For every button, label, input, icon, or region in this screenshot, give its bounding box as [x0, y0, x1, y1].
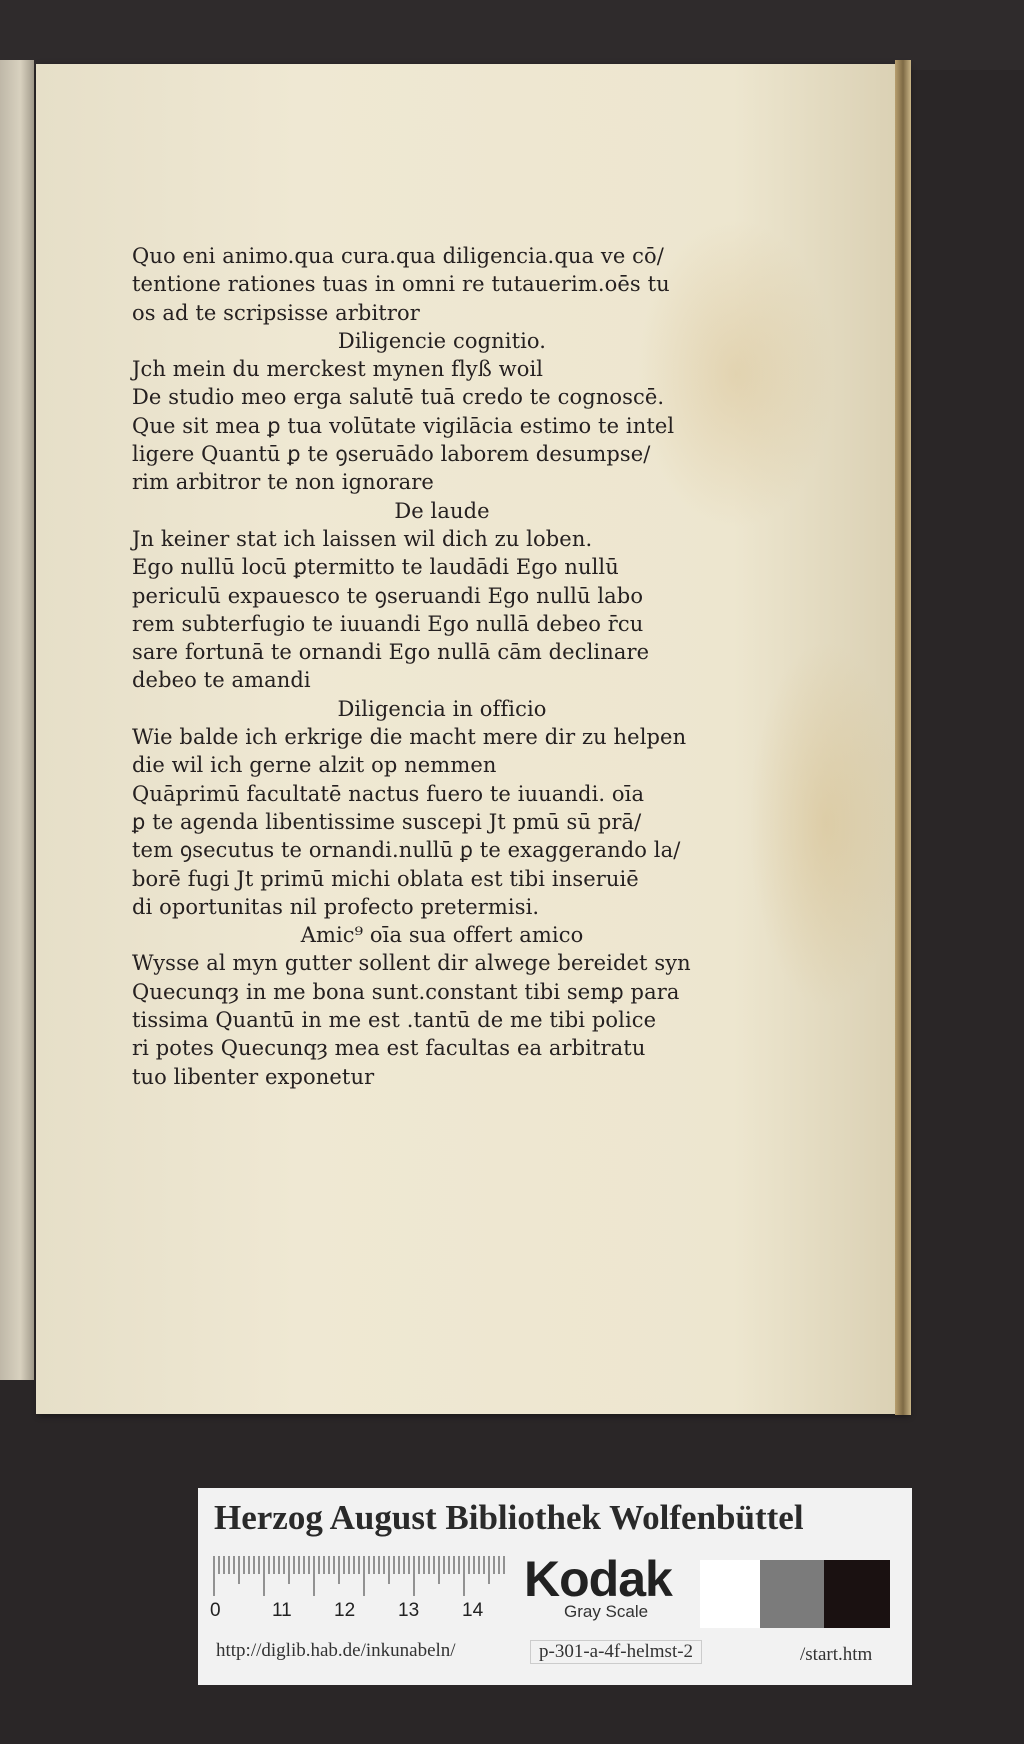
- text-line: De studio meo erga salutē tuā credo te cognoscē.: [132, 385, 665, 410]
- text-line: tentione rationes tuas in omni re tutauerim.oēs tu: [132, 272, 670, 297]
- url-shelfmark: p-301-a-4f-helmst-2: [530, 1640, 702, 1664]
- text-line: os ad te scripsisse arbitror: [132, 300, 420, 325]
- kodak-logo: Kodak: [524, 1551, 672, 1607]
- text-line: di oportunitas nil profecto pretermisi.: [132, 894, 540, 919]
- text-line: sare fortunā te ornandi Ego nullā cām declinare: [132, 640, 650, 665]
- url-base: http://diglib.hab.de/inkunabeln/: [216, 1640, 456, 1661]
- text-line: rim arbitror te non ignorare: [132, 470, 434, 495]
- text-line: Jn keiner stat ich laissen wil dich zu loben.: [132, 526, 593, 551]
- ruler-number: 0: [210, 1600, 221, 1621]
- scale-ruler: [210, 1554, 508, 1621]
- text-line: tuo libenter exponetur: [132, 1064, 375, 1089]
- gray-scale-label: Gray Scale: [564, 1602, 649, 1621]
- text-line: Amic⁹ oīa sua offert amico: [300, 923, 584, 948]
- gray-swatch-mid: [760, 1560, 824, 1628]
- library-title: Herzog August Bibliothek Wolfenbüttel: [214, 1498, 804, 1537]
- gray-swatch-white: [700, 1560, 760, 1628]
- text-line: ligere Quantū ꝑ te ꝯseruādo laborem desumpse/: [132, 442, 651, 467]
- text-line: ri potes Quecunqȝ mea est facultas ea arbitratu: [132, 1036, 646, 1061]
- text-line: rem subterfugio te iuuandi Ego nullā debeo r̄cu: [132, 611, 644, 636]
- text-line: Wie balde ich erkrige die macht mere dir zu helpen: [132, 725, 687, 750]
- text-line: borē fugi Jt primū michi oblata est tibi inseruiē: [132, 866, 639, 891]
- text-line: Quo eni animo.qua cura.qua diligencia.qua ve cō/: [132, 244, 664, 268]
- text-line: Diligencie cognitio.: [337, 328, 547, 353]
- ruler-number: 12: [334, 1600, 356, 1621]
- text-line: ꝑ te agenda libentissime suscepi Jt pmū sū prā/: [132, 809, 642, 834]
- ruler-number: 11: [272, 1600, 292, 1621]
- ruler-ticks: [212, 1554, 508, 1598]
- text-line: Wysse al myn gutter sollent dir alwege bereidet syn: [132, 951, 691, 976]
- text-line: Quāprimū facultatē nactus fuero te iuuandi. oīa: [132, 781, 645, 806]
- text-line: debeo te amandi: [132, 668, 311, 693]
- page-text-block: [132, 242, 732, 1091]
- text-line: Que sit mea ꝑ tua volūtate vigilācia estimo te intel: [132, 413, 675, 438]
- text-line: periculū expauesco te ꝯseruandi Ego nullū labo: [132, 583, 644, 608]
- text-line: tissima Quantū in me est .tantū de me tibi police: [132, 1008, 657, 1033]
- text-line: Diligencia in officio: [337, 696, 547, 721]
- scan-background: [0, 0, 1024, 70]
- ruler-number: 13: [398, 1600, 420, 1621]
- text-line: die wil ich gerne alzit op nemmen: [132, 753, 497, 778]
- text-line: De laude: [394, 498, 490, 523]
- page-fore-edge: [895, 60, 911, 1415]
- text-line: tem ꝯsecutus te ornandi.nullū ꝑ te exaggerando la/: [132, 838, 681, 863]
- text-line: Quecunqȝ in me bona sunt.constant tibi semꝑ para: [132, 979, 680, 1004]
- gray-swatch-black: [824, 1560, 890, 1628]
- text-line: Ego nullū locū ꝑtermitto te laudādi Ego nullū: [132, 555, 619, 580]
- adjacent-page-edge: [0, 60, 34, 1380]
- url-suffix: /start.htm: [800, 1644, 873, 1665]
- text-line: Jch mein du merckest mynen flyß woil: [132, 357, 544, 382]
- ruler-number: 14: [462, 1600, 484, 1621]
